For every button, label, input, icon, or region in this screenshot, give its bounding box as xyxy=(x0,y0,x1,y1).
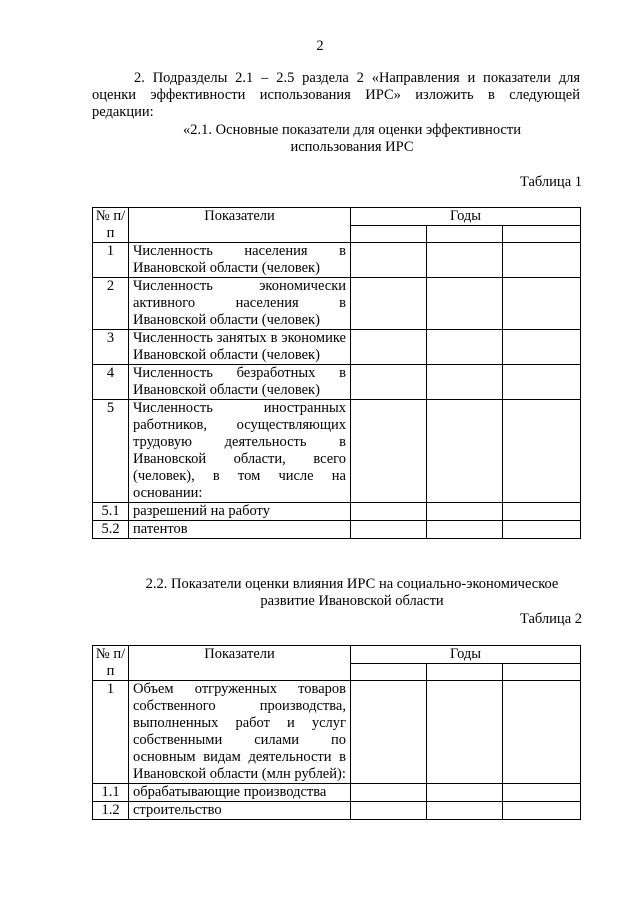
row-num: 1.2 xyxy=(93,802,129,820)
value-cell xyxy=(427,784,503,802)
table-row xyxy=(93,521,581,539)
table-row xyxy=(93,784,581,802)
row-indicator: патентов xyxy=(129,521,351,539)
table-1-year-cell xyxy=(351,226,427,243)
value-cell xyxy=(351,400,427,503)
section-2-2-title-line1: 2.2. Показатели оценки влияния ИРС на социально-экономическое xyxy=(145,576,559,592)
value-cell xyxy=(427,365,503,400)
section-2-2-title-line2: развитие Ивановской области xyxy=(260,593,444,609)
section-2-1-title xyxy=(92,122,612,156)
value-cell xyxy=(351,521,427,539)
intro-paragraph xyxy=(92,70,580,121)
table-row xyxy=(93,365,581,400)
table-1-label: Таблица 1 xyxy=(519,174,582,190)
value-cell xyxy=(427,681,503,784)
value-cell xyxy=(351,278,427,330)
row-num: 1.1 xyxy=(93,784,129,802)
table-1-header-indicators: Показатели xyxy=(129,208,351,243)
value-cell xyxy=(351,681,427,784)
row-indicator: Численность иностранных работников, осуществляющих трудовую деятельность в Ивановской области, всего (человек), в том числе на основании: xyxy=(129,400,351,503)
table-row xyxy=(93,330,581,365)
table-row xyxy=(93,400,581,503)
row-indicator: Объем отгруженных товаров собственного производства, выполненных работ и услуг собственными силами по основным видам деятельности в Ивановской области (млн рублей): xyxy=(129,681,351,784)
table-2-header-years: Годы xyxy=(351,646,581,664)
table-row xyxy=(93,278,581,330)
table-1-header-years: Годы xyxy=(351,208,581,226)
value-cell xyxy=(503,278,581,330)
row-num: 1 xyxy=(93,243,129,278)
value-cell xyxy=(427,503,503,521)
value-cell xyxy=(427,330,503,365)
table-2-year-cell xyxy=(503,664,581,681)
table-row xyxy=(93,802,581,820)
value-cell xyxy=(351,243,427,278)
table-2-label: Таблица 2 xyxy=(519,611,582,627)
value-cell xyxy=(427,278,503,330)
section-2-1-title-line2: использования ИРС xyxy=(290,139,414,155)
value-cell xyxy=(503,400,581,503)
row-num: 5.2 xyxy=(93,521,129,539)
value-cell xyxy=(351,503,427,521)
row-indicator: строительство xyxy=(129,802,351,820)
page-number: 2 xyxy=(316,38,324,54)
value-cell xyxy=(503,330,581,365)
row-indicator: обрабатывающие производства xyxy=(129,784,351,802)
table-2-header-num: № п/п xyxy=(93,646,129,681)
row-num: 2 xyxy=(93,278,129,330)
value-cell xyxy=(503,243,581,278)
intro-text: 2. Подразделы 2.1 – 2.5 раздела 2 «Направления и показатели для оценки эффективности использования ИРС» изложить в следующей редакции: xyxy=(92,70,580,120)
value-cell xyxy=(427,521,503,539)
section-2-1-title-line1: «2.1. Основные показатели для оценки эффективности xyxy=(183,122,521,138)
value-cell xyxy=(503,802,581,820)
section-2-2-title xyxy=(92,576,612,610)
row-indicator: Численность населения в Ивановской области (человек) xyxy=(129,243,351,278)
row-indicator: Численность занятых в экономике Ивановской области (человек) xyxy=(129,330,351,365)
row-indicator: Численность экономически активного населения в Ивановской области (человек) xyxy=(129,278,351,330)
value-cell xyxy=(503,784,581,802)
row-num: 5.1 xyxy=(93,503,129,521)
row-num: 4 xyxy=(93,365,129,400)
table-row xyxy=(93,503,581,521)
table-row xyxy=(93,681,581,784)
table-1-year-cell xyxy=(427,226,503,243)
table-row xyxy=(93,243,581,278)
value-cell xyxy=(427,243,503,278)
value-cell xyxy=(351,802,427,820)
value-cell xyxy=(351,365,427,400)
value-cell xyxy=(351,330,427,365)
table-1-year-cell xyxy=(503,226,581,243)
value-cell xyxy=(351,784,427,802)
value-cell xyxy=(503,503,581,521)
row-num: 1 xyxy=(93,681,129,784)
row-indicator: разрешений на работу xyxy=(129,503,351,521)
value-cell xyxy=(503,365,581,400)
table-1 xyxy=(92,207,581,539)
table-1-header-num: № п/п xyxy=(93,208,129,243)
table-2-year-cell xyxy=(427,664,503,681)
value-cell xyxy=(427,802,503,820)
table-2-header-indicators: Показатели xyxy=(129,646,351,681)
table-2 xyxy=(92,645,581,820)
value-cell xyxy=(427,400,503,503)
value-cell xyxy=(503,681,581,784)
value-cell xyxy=(503,521,581,539)
row-num: 5 xyxy=(93,400,129,503)
row-indicator: Численность безработных в Ивановской области (человек) xyxy=(129,365,351,400)
row-num: 3 xyxy=(93,330,129,365)
table-2-year-cell xyxy=(351,664,427,681)
